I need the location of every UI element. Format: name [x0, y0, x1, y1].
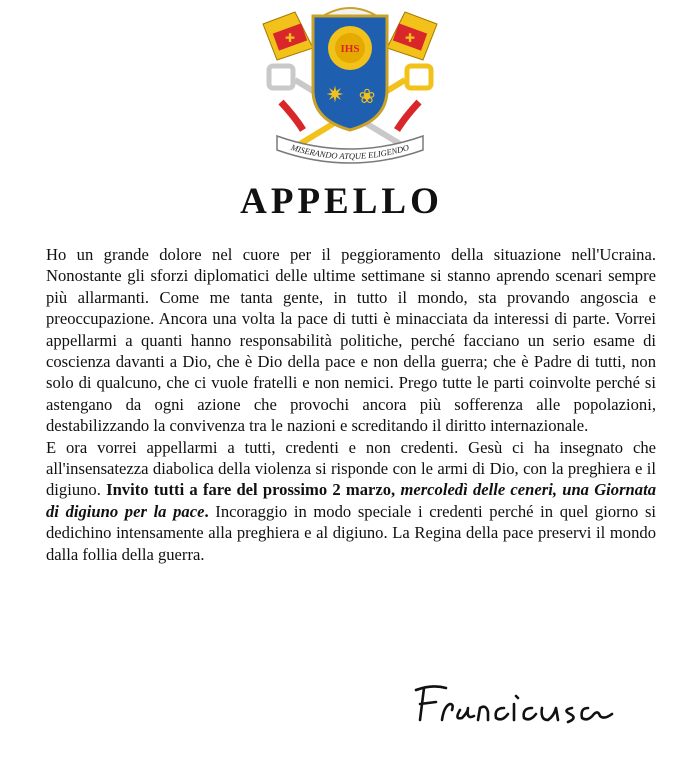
- appeal-body: [46, 244, 656, 565]
- papal-coat-of-arms: [255, 2, 445, 166]
- invitation-bold-end: .: [204, 501, 209, 521]
- document-title: APPELLO: [240, 181, 443, 222]
- signature: [412, 680, 622, 730]
- ihs-sun-icon: [328, 26, 372, 70]
- invitation-bold: Invito tutti a fare del prossimo 2 marzo,: [106, 480, 396, 500]
- motto-text: MISERANDO ATQUE ELIGENDO: [289, 142, 411, 162]
- paragraph-1: Ho un grande dolore nel cuore per il peggioramento della situazione nell'Ucraina. Nonostante gli sforzi diplomatici delle ultime settimane si stanno aprendo scenari sempre più allarmanti. Come me tanta gente, in tutto il mondo, sta provando angoscia e preoccupazione. Ancora una volta la pace di tutti è minacciata da interessi di parte. Vorrei appellarmi a quanti hanno responsabilità politiche, perché facciano un serio esame di coscienza davanti a Dio, che è Dio della pace e non della guerra; che è Padre di tutti, non solo di qualcuno, che ci vuole fratelli e non nemici. Prego tutte le parti coinvolte perché si astengano da ogni azione che provochi ancora più sofferenza alle popolazioni, destabilizzando la convivenza tra le nazioni e screditando il diritto internazionale.: [46, 245, 656, 436]
- svg-text:✚: ✚: [284, 31, 296, 45]
- svg-text:✚: ✚: [404, 31, 416, 45]
- paragraph-2-end: Incoraggio in modo speciale i credenti perché in quel giorno si dedichino intensamente alla preghiera e al digiuno. La Regina della pace preservi il mondo dalla follia della guerra.: [46, 501, 657, 564]
- paragraph-2: [46, 437, 656, 565]
- svg-text:IHS: IHS: [340, 43, 360, 55]
- star-icon: ✷: [325, 83, 345, 108]
- paragraph-2-start: E ora vorrei appellarmi a tutti, credenti e non credenti. Gesù ci ha insegnato che all'insensatezza diabolica della violenza si risponde con le armi di Dio, con la preghiera e il digiuno.: [46, 437, 656, 500]
- nard-flower-icon: ❀: [358, 84, 376, 108]
- invitation-bold-italic: mercoledì delle ceneri, una Giornata di digiuno per la pace: [46, 480, 656, 521]
